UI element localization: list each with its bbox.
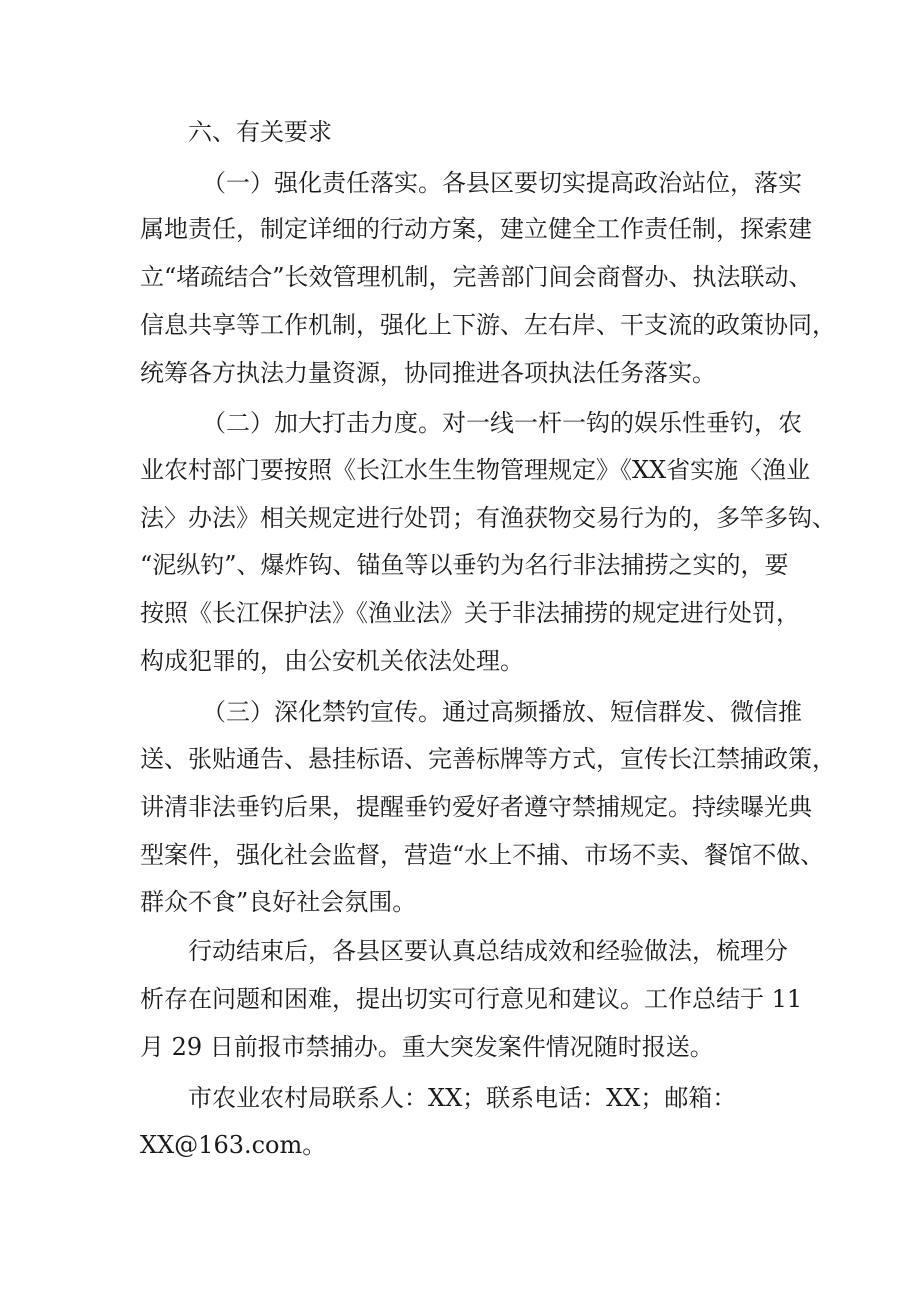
- paragraph-1-line: 立“堵疏结合”长效管理机制，完善部门间会商督办、执法联动、: [140, 263, 813, 291]
- summary-paragraph-line: 行动结束后，各县区要认真总结成效和经验做法，梳理分: [188, 937, 788, 965]
- section-heading: 六、有关要求: [188, 118, 332, 146]
- paragraph-1-line: （一）强化责任落实。各县区要切实提高政治站位，落实: [202, 169, 802, 197]
- paragraph-1-line: 属地责任，制定详细的行动方案，建立健全工作责任制，探索建: [140, 215, 812, 243]
- contact-line: 市农业农村局联系人：XX；联系电话：XX；邮箱：: [188, 1084, 737, 1112]
- contact-email: XX@163.com。: [140, 1131, 327, 1159]
- summary-paragraph-line: 月 29 日前报市禁捕办。重大突发案件情况随时报送。: [140, 1033, 714, 1061]
- paragraph-2-line: 构成犯罪的，由公安机关依法处理。: [140, 647, 524, 675]
- paragraph-2-line: “泥纵钓”、爆炸钩、锚鱼等以垂钓为名行非法捕捞之实的，要: [140, 551, 789, 579]
- paragraph-2-line: 法〉办法》相关规定进行处罚；有渔获物交易行为的，多竿多钩、: [140, 504, 836, 532]
- paragraph-3-line: 送、张贴通告、悬挂标语、完善标牌等方式，宣传长江禁捕政策，: [140, 745, 836, 773]
- paragraph-2-line: 业农村部门要按照《长江水生生物管理规定》《XX省实施〈渔业: [140, 456, 811, 484]
- paragraph-3-line: 讲清非法垂钓后果，提醒垂钓爱好者遵守禁捕规定。持续曝光典: [140, 793, 812, 821]
- summary-paragraph-line: 析存在问题和困难，提出切实可行意见和建议。工作总结于 11: [140, 985, 803, 1013]
- paragraph-3-line: 型案件，强化社会监督，营造“水上不捕、市场不卖、餐馆不做、: [140, 841, 825, 869]
- paragraph-3-line: 群众不食”良好社会氛围。: [140, 888, 417, 916]
- paragraph-1-line: 信息共享等工作机制，强化上下游、左右岸、干支流的政策协同，: [140, 311, 836, 339]
- paragraph-3-line: （三）深化禁钓宣传。通过高频播放、短信群发、微信推: [202, 698, 802, 726]
- paragraph-2-line: （二）加大打击力度。对一线一杆一钩的娱乐性垂钓，农: [202, 409, 802, 437]
- paragraph-1-line: 统筹各方执法力量资源，协同推进各项执法任务落实。: [140, 359, 716, 387]
- paragraph-2-line: 按照《长江保护法》《渔业法》关于非法捕捞的规定进行处罚，: [140, 599, 800, 627]
